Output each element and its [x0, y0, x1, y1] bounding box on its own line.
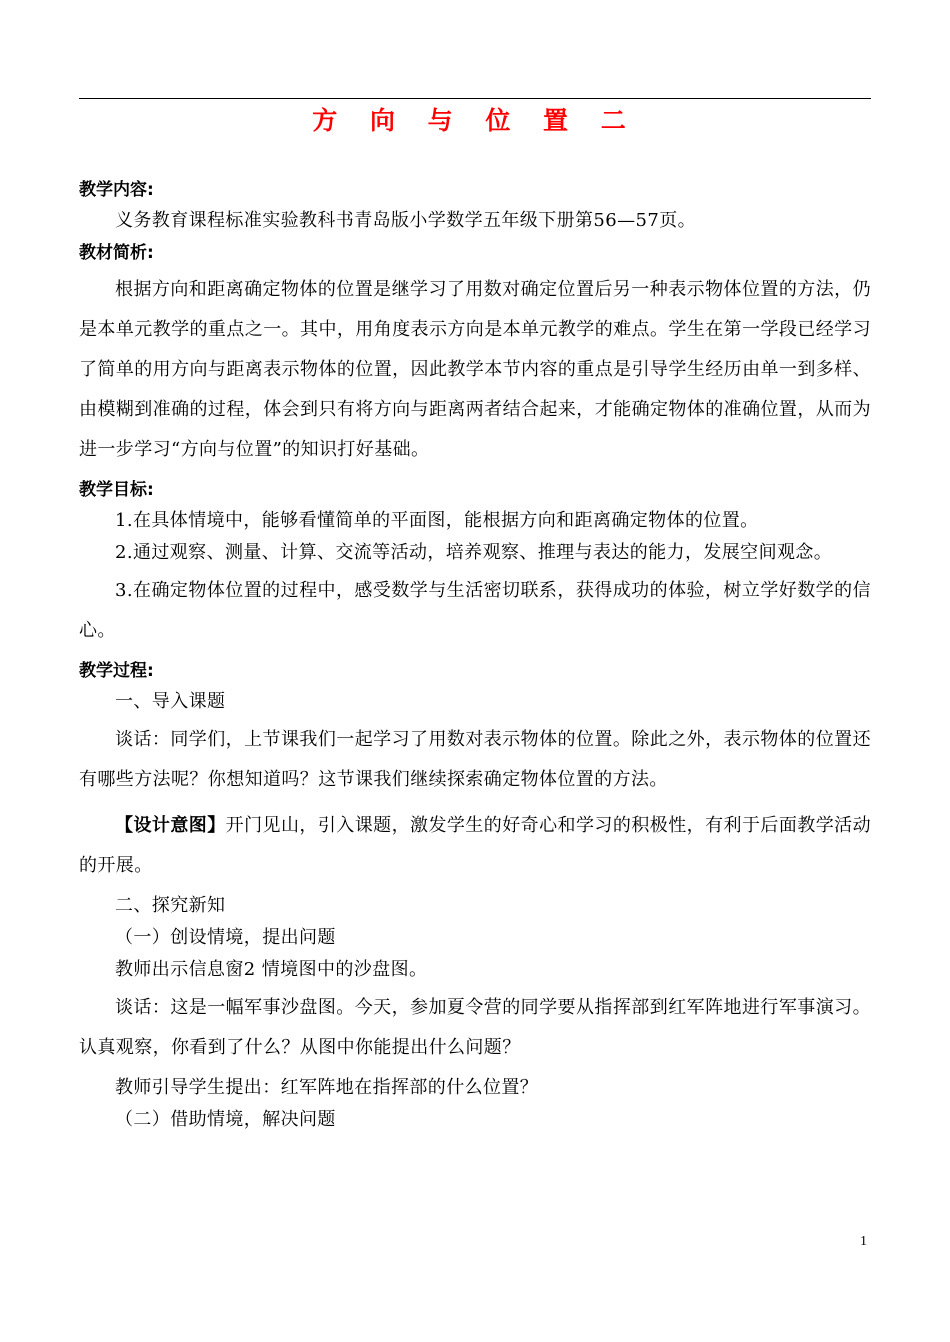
content-text: 义务教育课程标准实验教科书青岛版小学数学五年级下册第56—57页。	[115, 210, 697, 231]
design-intent	[79, 806, 871, 886]
header-rule	[79, 98, 871, 99]
sub1-line1: 教师出示信息窗2 情境图中的沙盘图。	[115, 959, 428, 980]
step2-title: 二、探究新知	[115, 895, 226, 916]
document-title: 方 向 与 位 置 二	[312, 106, 638, 135]
design-intent-label: 【设计意图】	[115, 815, 226, 836]
sub1-title: （一）创设情境，提出问题	[115, 927, 336, 948]
goal-item-1: 1.在具体情境中，能够看懂简单的平面图，能根据方向和距离确定物体的位置。	[115, 510, 759, 531]
heading-analysis: 教材简析:	[79, 243, 154, 263]
analysis-text: 根据方向和距离确定物体的位置是继学习了用数对确定位置后另一种表示物体位置的方法，仍是本单元教学的重点之一。其中，用角度表示方向是本单元教学的难点。学生在第一学段已经学习了简单的用方向与距离表示物体的位置，因此教学本节内容的重点是引导学生经历由单一到多样、由模糊到准确的过程，体会到只有将方向与距离两者结合起来，才能确定物体的准确位置，从而为进一步学习“方向与位置”的知识打好基础。	[79, 279, 871, 460]
goal-item-2: 2.通过观察、测量、计算、交流等活动，培养观察、推理与表达的能力，发展空间观念。	[115, 542, 833, 563]
step1-title: 一、导入课题	[115, 691, 226, 712]
page-number: 1	[860, 1234, 867, 1249]
design-intent-text: 开门见山，引入课题，激发学生的好奇心和学习的积极性，有利于后面教学活动的开展。	[79, 815, 871, 876]
document-body	[79, 170, 871, 1132]
sub1-talk: 谈话：这是一幅军事沙盘图。今天，参加夏令营的同学要从指挥部到红军阵地进行军事演习。认真观察，你看到了什么？从图中你能提出什么问题？	[79, 997, 871, 1058]
heading-process: 教学过程:	[79, 661, 154, 681]
step1-talk: 谈话：同学们，上节课我们一起学习了用数对表示物体的位置。除此之外，表示物体的位置还有哪些方法呢？你想知道吗？这节课我们继续探索确定物体位置的方法。	[79, 729, 871, 790]
sub2-title: （二）借助情境，解决问题	[115, 1109, 336, 1130]
heading-content: 教学内容:	[79, 180, 154, 200]
goal-item-3: 3.在确定物体位置的过程中，感受数学与生活密切联系，获得成功的体验，树立学好数学的信心。	[79, 580, 871, 641]
sub1-guide: 教师引导学生提出：红军阵地在指挥部的什么位置？	[115, 1077, 539, 1098]
heading-goals: 教学目标:	[79, 480, 154, 500]
